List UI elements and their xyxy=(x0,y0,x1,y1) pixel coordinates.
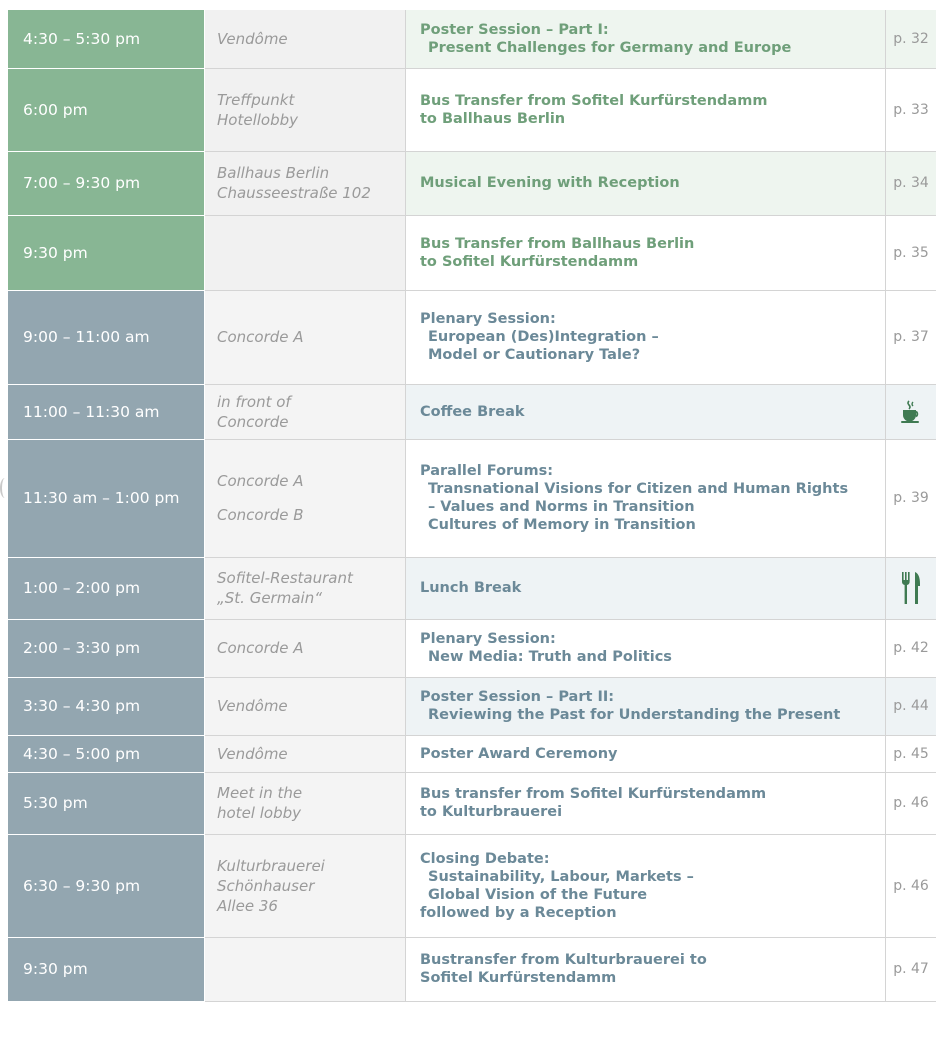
location-line: Concorde A xyxy=(217,328,304,346)
location-line: Kulturbrauerei xyxy=(217,856,325,875)
schedule-row xyxy=(8,151,936,215)
row-page-ref: p. 47 xyxy=(886,937,937,1001)
schedule-table xyxy=(8,10,936,1002)
row-time: 9:00 – 11:00 am xyxy=(8,290,205,384)
row-time: 3:30 – 4:30 pm xyxy=(8,677,205,735)
location-line: Concorde A xyxy=(217,472,304,490)
title-line: to Ballhaus Berlin xyxy=(420,110,566,127)
row-location xyxy=(205,834,406,937)
row-title xyxy=(406,151,886,215)
row-icon-cell xyxy=(886,384,937,439)
title-line: Transnational Visions for Citizen and Human Rights xyxy=(428,481,849,497)
location-line: Meet in the xyxy=(217,784,303,802)
row-location xyxy=(205,68,406,151)
row-location xyxy=(205,557,406,619)
location-line: Concorde xyxy=(217,412,289,431)
row-title xyxy=(406,290,886,384)
schedule-row xyxy=(8,735,936,772)
row-time: 4:30 – 5:00 pm xyxy=(8,735,205,772)
title-line: Musical Evening with Reception xyxy=(420,175,680,191)
title-line: Bus Transfer from Sofitel Kurfürstendamm xyxy=(420,92,768,109)
row-title xyxy=(406,735,886,772)
schedule-row xyxy=(8,439,936,557)
row-time: 6:30 – 9:30 pm xyxy=(8,834,205,937)
schedule-row xyxy=(8,557,936,619)
row-location xyxy=(205,735,406,772)
title-line: Parallel Forums: xyxy=(420,463,554,479)
schedule-row xyxy=(8,68,936,151)
row-page-ref: p. 35 xyxy=(886,215,937,290)
title-line: Bus transfer from Sofitel Kurfürstendamm xyxy=(420,786,767,802)
schedule-row xyxy=(8,10,936,68)
title-line: Closing Debate: xyxy=(420,850,550,867)
row-time: 4:30 – 5:30 pm xyxy=(8,10,205,68)
row-location xyxy=(205,290,406,384)
row-location xyxy=(205,215,406,290)
row-time: 11:00 – 11:30 am xyxy=(8,384,205,439)
schedule-row xyxy=(8,384,936,439)
row-title xyxy=(406,439,886,557)
title-line: New Media: Truth and Politics xyxy=(428,649,672,665)
row-title xyxy=(406,619,886,677)
title-line: Plenary Session: xyxy=(420,631,556,647)
location-line: Treffpunkt xyxy=(217,90,295,109)
title-line: Plenary Session: xyxy=(420,311,556,327)
schedule-row xyxy=(8,772,936,834)
schedule-row xyxy=(8,677,936,735)
row-page-ref: p. 37 xyxy=(886,290,937,384)
row-page-ref: p. 46 xyxy=(886,834,937,937)
title-line: Sofitel Kurfürstendamm xyxy=(420,970,617,986)
schedule-row xyxy=(8,937,936,1001)
location-line: Vendôme xyxy=(217,697,288,715)
row-location xyxy=(205,10,406,68)
location-line: Allee 36 xyxy=(217,896,278,915)
title-line: Coffee Break xyxy=(420,403,525,420)
location-line: Schönhauser xyxy=(217,876,315,895)
title-line: Sustainability, Labour, Markets – xyxy=(428,868,694,885)
row-time: 5:30 pm xyxy=(8,772,205,834)
location-line: Hotellobby xyxy=(217,110,298,129)
row-page-ref: p. 45 xyxy=(886,735,937,772)
row-title xyxy=(406,677,886,735)
title-line: Lunch Break xyxy=(420,580,522,596)
row-time: 9:30 pm xyxy=(8,215,205,290)
row-time: 1:00 – 2:00 pm xyxy=(8,557,205,619)
row-title xyxy=(406,215,886,290)
row-time: 6:00 pm xyxy=(8,68,205,151)
title-line: to Sofitel Kurfürstendamm xyxy=(420,253,639,270)
row-location xyxy=(205,772,406,834)
location-line: Concorde A xyxy=(217,639,304,657)
row-title xyxy=(406,557,886,619)
schedule-row xyxy=(8,290,936,384)
row-title xyxy=(406,384,886,439)
row-title xyxy=(406,772,886,834)
row-title xyxy=(406,68,886,151)
row-location xyxy=(205,619,406,677)
title-line: Poster Session – Part I: xyxy=(420,21,609,38)
location-line: „St. Germain“ xyxy=(217,589,322,607)
row-time: 2:00 – 3:30 pm xyxy=(8,619,205,677)
row-location xyxy=(205,937,406,1001)
schedule-row xyxy=(8,619,936,677)
row-page-ref: p. 33 xyxy=(886,68,937,151)
title-line: to Kulturbrauerei xyxy=(420,804,563,820)
title-line: Model or Cautionary Tale? xyxy=(428,347,641,363)
row-page-ref: p. 32 xyxy=(886,10,937,68)
row-icon-cell xyxy=(886,557,937,619)
title-line: Present Challenges for Germany and Europe xyxy=(428,39,792,56)
title-line: Cultures of Memory in Transition xyxy=(428,517,696,533)
row-time: 7:00 – 9:30 pm xyxy=(8,151,205,215)
location-line: Ballhaus Berlin xyxy=(217,164,330,182)
row-location xyxy=(205,677,406,735)
row-time: 9:30 pm xyxy=(8,937,205,1001)
schedule-row xyxy=(8,834,936,937)
row-title xyxy=(406,834,886,937)
title-line: followed by a Reception xyxy=(420,904,617,921)
location-line: Vendôme xyxy=(217,744,288,763)
title-line: European (Des)Integration – xyxy=(428,329,659,345)
row-page-ref: p. 44 xyxy=(886,677,937,735)
location-line: Chausseestraße 102 xyxy=(217,184,371,202)
title-line: Poster Award Ceremony xyxy=(420,745,618,762)
location-line: hotel lobby xyxy=(217,804,301,822)
row-title xyxy=(406,10,886,68)
row-page-ref: p. 46 xyxy=(886,772,937,834)
location-line: Vendôme xyxy=(217,29,288,48)
location-line: Concorde B xyxy=(217,506,304,524)
row-location xyxy=(205,151,406,215)
fork-knife-icon xyxy=(886,571,936,605)
title-line: Global Vision of the Future xyxy=(428,886,648,903)
location-line: in front of xyxy=(217,392,291,411)
row-location xyxy=(205,384,406,439)
row-page-ref: p. 42 xyxy=(886,619,937,677)
row-location xyxy=(205,439,406,557)
coffee-cup-icon xyxy=(886,399,936,425)
location-line: Sofitel-Restaurant xyxy=(217,569,353,587)
schedule-row xyxy=(8,215,936,290)
row-time: 11:30 am – 1:00 pm xyxy=(8,439,205,557)
row-page-ref: p. 34 xyxy=(886,151,937,215)
row-page-ref: p. 39 xyxy=(886,439,937,557)
title-line: Reviewing the Past for Understanding the Present xyxy=(428,707,841,723)
title-line: Poster Session – Part II: xyxy=(420,689,615,705)
title-line: Bustransfer from Kulturbrauerei to xyxy=(420,952,707,968)
title-line: – Values and Norms in Transition xyxy=(428,499,695,515)
title-line: Bus Transfer from Ballhaus Berlin xyxy=(420,235,695,252)
row-title xyxy=(406,937,886,1001)
